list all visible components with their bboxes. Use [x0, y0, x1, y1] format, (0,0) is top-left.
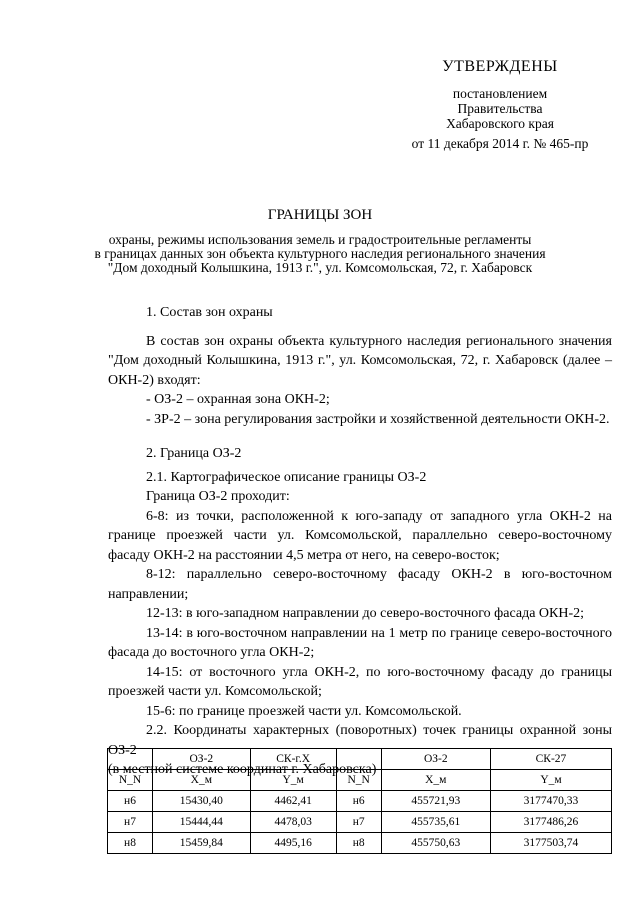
table-header-cell: N_N	[336, 770, 381, 791]
document-subtitle-line: "Дом доходный Колышкина, 1913 г.", ул. Комсомольская, 72, г. Хабаровск	[107, 260, 533, 275]
boundary-segment: 13-14: в юго-восточном направлении на 1 метр по границе северо-восточного фасада до восточного угла ОКН-2;	[108, 625, 612, 660]
table-cell: н6	[108, 791, 153, 812]
table-cell: н7	[108, 812, 153, 833]
approval-line: Правительства	[457, 101, 543, 116]
table-header-cell: ОЗ-2	[381, 749, 490, 770]
table-header-cell: N_N	[108, 770, 153, 791]
paragraph: Граница ОЗ-2 проходит:	[146, 489, 290, 504]
table-cell: н8	[336, 833, 381, 854]
table-cell: 3177486,26	[490, 812, 611, 833]
approval-line: постановлением	[452, 86, 548, 101]
table-header-cell: СК-27	[490, 749, 611, 770]
approval-title: УТВЕРЖДЕНЫ	[442, 58, 558, 75]
table-cell: 15430,40	[153, 791, 251, 812]
table-header-cell: X_м	[381, 770, 490, 791]
list-item: - ОЗ-2 – охранная зона ОКН-2;	[146, 392, 330, 407]
table-header-cell: ОЗ-2	[153, 749, 251, 770]
table-cell: 15459,84	[153, 833, 251, 854]
document-title: ГРАНИЦЫ ЗОН	[267, 207, 373, 223]
boundary-segment: 14-15: от восточного угла ОКН-2, по юго-восточному фасаду до границы проезжей части ул. Комсомольской;	[108, 664, 612, 699]
table-cell: н6	[336, 791, 381, 812]
approval-date: от 11 декабря 2014 г. № 465-пр	[411, 136, 589, 151]
table-header-cell: Y_м	[490, 770, 611, 791]
table-row	[108, 812, 612, 833]
table-row	[108, 833, 612, 854]
table-header-row	[108, 749, 612, 770]
boundary-segment: 6-8: из точки, расположенной к юго-западу от западного угла ОКН-2 на границе проезжей части ул. Комсомольской, параллельно северо-восточному фасаду ОКН-2 на расстоянии 4,5 метра от него, на северо-восток;	[108, 508, 612, 563]
boundary-segment: 8-12: параллельно северо-восточному фасаду ОКН-2 в юго-восточном направлении;	[108, 567, 612, 602]
table-header-row	[108, 770, 612, 791]
paragraph: В состав зон охраны объекта культурного наследия регионального значения "Дом доходный Колышкина, 1913 г.", ул. Комсомольская, 72, г. Хабаровск (далее – ОКН-2) входят:	[108, 333, 612, 388]
document-title-block	[70, 205, 570, 275]
table-cell: 3177470,33	[490, 791, 611, 812]
table-header-cell	[336, 749, 381, 770]
coordinate-system-note: (в местной системе координат г. Хабаровска)	[108, 762, 377, 777]
document-body	[108, 303, 612, 780]
table-cell: 4478,03	[250, 812, 336, 833]
section-heading: 1. Состав зон охраны	[146, 305, 273, 320]
approval-line: Хабаровского края	[446, 116, 554, 131]
table-cell: 3177503,74	[490, 833, 611, 854]
subsection-heading: 2.2. Координаты характерных (поворотных) точек границы охранной зоны ОЗ-2	[108, 723, 612, 758]
table-header-cell	[108, 749, 153, 770]
section-heading: 2. Граница ОЗ-2	[146, 446, 242, 461]
list-item: - ЗР-2 – зона регулирования застройки и хозяйственной деятельности ОКН-2.	[146, 411, 610, 427]
table-cell: н8	[108, 833, 153, 854]
table-cell: 455750,63	[381, 833, 490, 854]
subsection-heading: 2.1. Картографическое описание границы ОЗ-2	[146, 469, 427, 485]
table-header-cell: X_м	[153, 770, 251, 791]
table-cell: 455735,61	[381, 812, 490, 833]
document-subtitle-line: в границах данных зон объекта культурного наследия регионального значения	[94, 246, 546, 261]
boundary-segment: 12-13: в юго-западном направлении до северо-восточного фасада ОКН-2;	[146, 606, 585, 621]
table-cell: 4495,16	[250, 833, 336, 854]
table-header-cell: СК-г.Х	[250, 749, 336, 770]
table-cell: н7	[336, 812, 381, 833]
table-cell: 15444,44	[153, 812, 251, 833]
table-row	[108, 791, 612, 812]
document-subtitle-line: охраны, режимы использования земель и градостроительные регламенты	[108, 232, 532, 247]
table-cell: 455721,93	[381, 791, 490, 812]
table-cell: 4462,41	[250, 791, 336, 812]
approval-block	[390, 58, 610, 151]
table-header-cell: Y_м	[250, 770, 336, 791]
boundary-segment: 15-6: по границе проезжей части ул. Комсомольской.	[146, 703, 462, 719]
coordinates-table	[107, 748, 612, 854]
